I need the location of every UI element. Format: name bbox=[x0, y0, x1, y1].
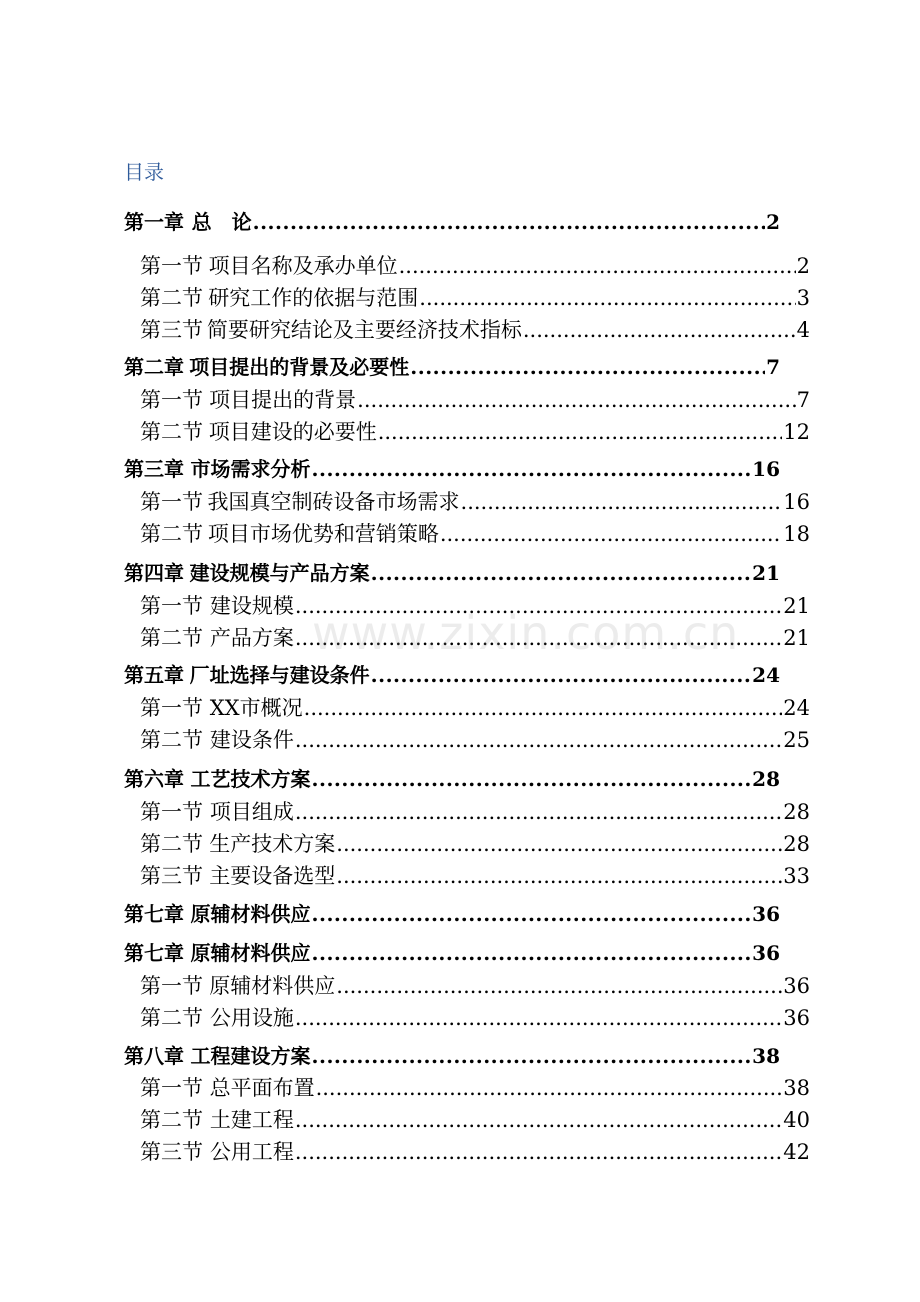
entry-page-number: 38 bbox=[783, 1076, 810, 1100]
entry-title: 市场需求分析 bbox=[190, 457, 311, 481]
entry-page-number: 40 bbox=[783, 1108, 810, 1132]
entry-page-number: 33 bbox=[783, 864, 810, 888]
entry-number: 第二节 bbox=[140, 286, 203, 310]
entry-number: 第三节 bbox=[140, 318, 203, 342]
toc-chapter-entry[interactable] bbox=[124, 898, 780, 927]
toc-chapter-entry[interactable] bbox=[124, 937, 780, 966]
dot-leader bbox=[410, 355, 765, 379]
entry-page-number: 38 bbox=[752, 1044, 780, 1068]
toc-section-entry[interactable] bbox=[140, 1002, 810, 1032]
dot-leader bbox=[295, 1108, 782, 1132]
entry-title: XX市概况 bbox=[209, 696, 303, 720]
toc-section-entry[interactable] bbox=[140, 1072, 810, 1102]
entry-number: 第七章 bbox=[124, 902, 184, 926]
toc-section-entry[interactable] bbox=[140, 590, 810, 620]
entry-title: 厂址选择与建设条件 bbox=[189, 663, 370, 687]
entry-number: 第三节 bbox=[140, 864, 203, 888]
entry-page-number: 7 bbox=[766, 355, 780, 379]
entry-number: 第一节 bbox=[140, 800, 203, 824]
dot-leader bbox=[336, 974, 782, 998]
entry-number: 第二节 bbox=[140, 728, 203, 752]
toc-section-entry[interactable] bbox=[140, 622, 810, 652]
entry-title: 简要研究结论及主要经济技术指标 bbox=[206, 318, 522, 342]
dot-leader bbox=[461, 490, 783, 514]
dot-leader bbox=[316, 1076, 783, 1100]
entry-number: 第一节 bbox=[140, 490, 203, 514]
entry-number: 第三节 bbox=[140, 1140, 203, 1164]
entry-title: 工程建设方案 bbox=[190, 1044, 311, 1068]
entry-page-number: 4 bbox=[796, 318, 810, 342]
entry-page-number: 24 bbox=[752, 663, 780, 687]
dot-leader bbox=[295, 800, 782, 824]
entry-page-number: 42 bbox=[783, 1140, 810, 1164]
entry-number: 第二节 bbox=[140, 522, 203, 546]
entry-number: 第二节 bbox=[140, 832, 203, 856]
entry-title: 主要设备选型 bbox=[209, 864, 336, 888]
entry-number: 第一节 bbox=[140, 974, 203, 998]
entry-page-number: 28 bbox=[752, 767, 780, 791]
dot-leader bbox=[295, 728, 782, 752]
entry-page-number: 36 bbox=[752, 902, 780, 926]
entry-title: 总平面布置 bbox=[209, 1076, 315, 1100]
entry-title: 建设规模与产品方案 bbox=[189, 561, 370, 585]
dot-leader bbox=[312, 457, 752, 481]
entry-title: 土建工程 bbox=[209, 1108, 294, 1132]
entry-number: 第二节 bbox=[140, 1108, 203, 1132]
dot-leader bbox=[312, 767, 752, 791]
toc-chapter-entry[interactable] bbox=[124, 659, 780, 688]
entry-number: 第三章 bbox=[124, 457, 184, 481]
entry-page-number: 36 bbox=[783, 1006, 810, 1030]
entry-page-number: 28 bbox=[783, 800, 810, 824]
entry-page-number: 18 bbox=[783, 522, 810, 546]
entry-number: 第一节 bbox=[140, 254, 203, 278]
entry-title: 项目提出的背景及必要性 bbox=[189, 355, 410, 379]
entry-page-number: 21 bbox=[752, 561, 780, 585]
toc-section-entry[interactable] bbox=[140, 1104, 810, 1134]
entry-page-number: 36 bbox=[752, 941, 780, 965]
entry-title: 项目市场优势和营销策略 bbox=[207, 522, 439, 546]
toc-title: 目录 bbox=[124, 160, 164, 184]
entry-number: 第一节 bbox=[140, 696, 203, 720]
toc-section-entry[interactable] bbox=[140, 860, 810, 890]
entry-title: 项目组成 bbox=[209, 800, 294, 824]
toc-chapter-entry[interactable] bbox=[124, 453, 780, 482]
toc-section-entry[interactable] bbox=[140, 692, 810, 722]
entry-page-number: 16 bbox=[752, 457, 780, 481]
entry-title: 工艺技术方案 bbox=[190, 767, 311, 791]
toc-section-entry[interactable] bbox=[140, 796, 810, 826]
entry-title: 项目提出的背景 bbox=[209, 388, 357, 412]
entry-number: 第一节 bbox=[140, 388, 203, 412]
entry-number: 第二节 bbox=[140, 420, 203, 444]
dot-leader bbox=[312, 902, 752, 926]
toc-section-entry[interactable] bbox=[140, 486, 810, 516]
dot-leader bbox=[312, 941, 752, 965]
toc-section-entry[interactable] bbox=[140, 828, 810, 858]
toc-chapter-entry[interactable] bbox=[124, 763, 780, 792]
entry-page-number: 2 bbox=[766, 210, 780, 234]
entry-title: 建设规模 bbox=[209, 594, 294, 618]
entry-page-number: 7 bbox=[796, 388, 810, 412]
toc-section-entry[interactable] bbox=[140, 518, 810, 548]
dot-leader bbox=[295, 626, 782, 650]
entry-number: 第二节 bbox=[140, 626, 203, 650]
entry-number: 第一章 bbox=[124, 210, 184, 234]
dot-leader bbox=[419, 286, 795, 310]
entry-page-number: 16 bbox=[783, 490, 810, 514]
dot-leader bbox=[371, 561, 751, 585]
dot-leader bbox=[295, 1140, 782, 1164]
entry-title: 公用设施 bbox=[209, 1006, 294, 1030]
entry-title: 原辅材料供应 bbox=[209, 974, 336, 998]
entry-number: 第六章 bbox=[124, 767, 184, 791]
toc-chapter-entry[interactable] bbox=[124, 206, 780, 235]
entry-page-number: 36 bbox=[783, 974, 810, 998]
dot-leader bbox=[295, 594, 782, 618]
entry-number: 第五章 bbox=[124, 663, 184, 687]
entry-title: 研究工作的依据与范围 bbox=[208, 286, 419, 310]
dot-leader bbox=[312, 1044, 752, 1068]
entry-page-number: 24 bbox=[783, 696, 810, 720]
toc-chapter-entry[interactable] bbox=[124, 351, 780, 380]
dot-leader bbox=[336, 832, 782, 856]
entry-title: 原辅材料供应 bbox=[190, 902, 311, 926]
entry-page-number: 21 bbox=[783, 626, 810, 650]
entry-number: 第一节 bbox=[140, 1076, 203, 1100]
toc-chapter-entry[interactable] bbox=[124, 1040, 780, 1069]
entry-title: 建设条件 bbox=[209, 728, 294, 752]
toc-section-entry[interactable] bbox=[140, 282, 810, 312]
entry-title: 项目名称及承办单位 bbox=[208, 254, 398, 278]
entry-number: 第四章 bbox=[124, 561, 184, 585]
toc-section-entry[interactable] bbox=[140, 314, 810, 344]
entry-number: 第七章 bbox=[124, 941, 184, 965]
entry-page-number: 3 bbox=[796, 286, 810, 310]
dot-leader bbox=[304, 696, 783, 720]
dot-leader bbox=[399, 254, 796, 278]
dot-leader bbox=[253, 210, 765, 234]
entry-page-number: 25 bbox=[783, 728, 810, 752]
entry-page-number: 28 bbox=[783, 832, 810, 856]
entry-title: 项目建设的必要性 bbox=[208, 420, 377, 444]
dot-leader bbox=[378, 420, 783, 444]
entry-title: 原辅材料供应 bbox=[190, 941, 311, 965]
toc-section-entry[interactable] bbox=[140, 416, 810, 446]
entry-page-number: 12 bbox=[783, 420, 810, 444]
entry-number: 第二章 bbox=[124, 355, 184, 379]
entry-number: 第二节 bbox=[140, 1006, 203, 1030]
entry-number: 第八章 bbox=[124, 1044, 184, 1068]
entry-title: 我国真空制砖设备市场需求 bbox=[207, 490, 460, 514]
entry-title: 生产技术方案 bbox=[209, 832, 336, 856]
dot-leader bbox=[295, 1006, 782, 1030]
dot-leader bbox=[371, 663, 751, 687]
dot-leader bbox=[357, 388, 795, 412]
toc-chapter-entry[interactable] bbox=[124, 557, 780, 586]
toc-section-entry[interactable] bbox=[140, 384, 810, 414]
toc-section-entry[interactable] bbox=[140, 724, 810, 754]
entry-title: 公用工程 bbox=[209, 1140, 294, 1164]
entry-title: 总 论 bbox=[191, 210, 252, 234]
entry-title: 产品方案 bbox=[209, 626, 294, 650]
toc-section-entry[interactable] bbox=[140, 970, 810, 1000]
entry-page-number: 21 bbox=[783, 594, 810, 618]
toc-section-entry[interactable] bbox=[140, 1136, 810, 1166]
entry-number: 第一节 bbox=[140, 594, 203, 618]
dot-leader bbox=[523, 318, 796, 342]
toc-section-entry[interactable] bbox=[140, 250, 810, 280]
entry-page-number: 2 bbox=[796, 254, 810, 278]
watermark: www.zixin.com.cn bbox=[312, 606, 740, 660]
dot-leader bbox=[336, 864, 782, 888]
dot-leader bbox=[440, 522, 782, 546]
